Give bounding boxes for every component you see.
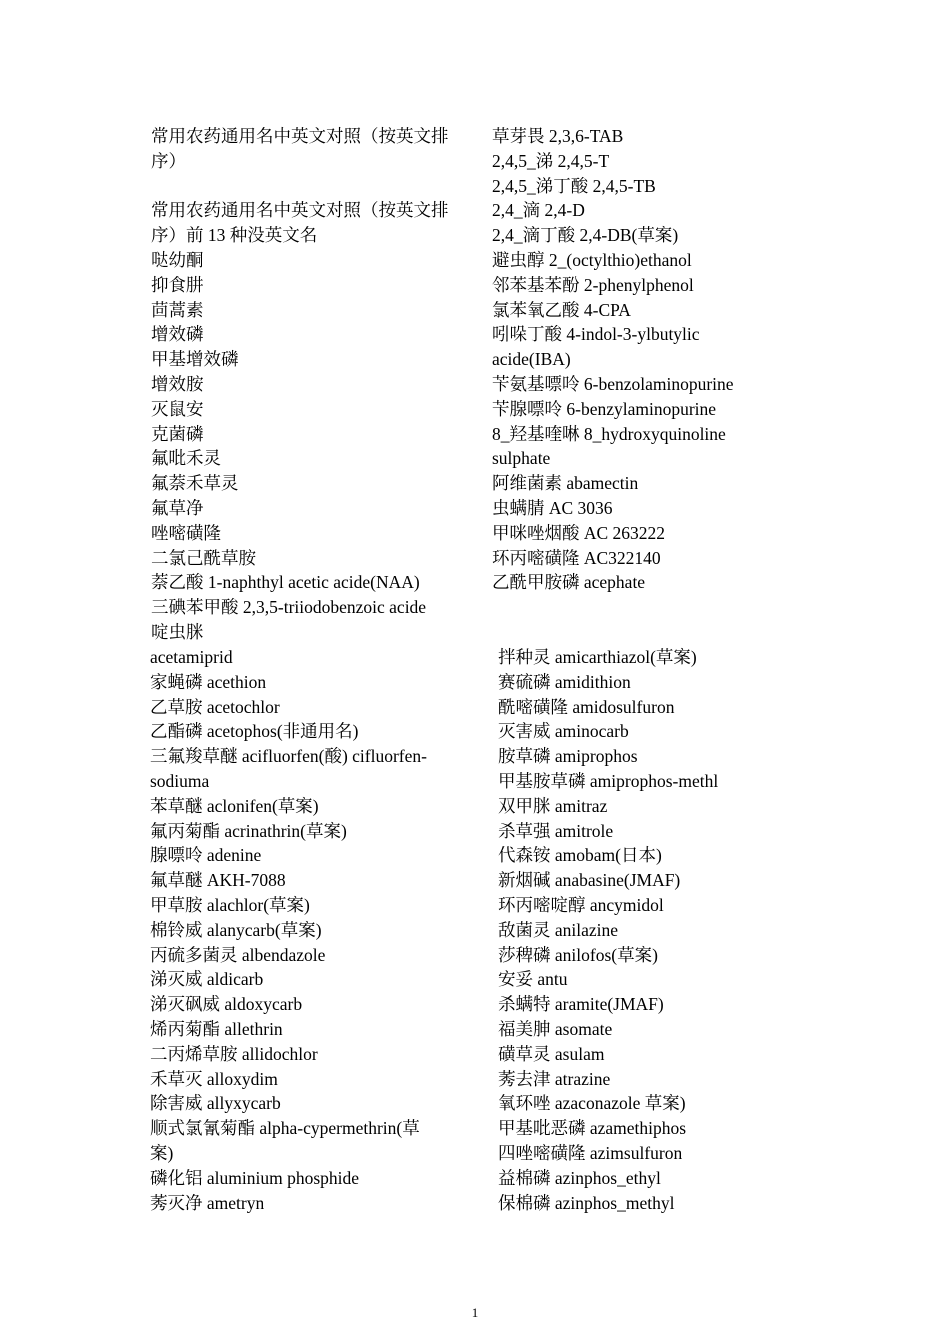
term-line: 除害威 allyxycarb — [150, 1093, 281, 1114]
term-line: 氯苯氧乙酸 4-CPA — [492, 299, 631, 320]
section-heading: 常用农药通用名中英文对照（按英文排序）前 13 种没英文名 — [151, 200, 449, 246]
term-line: 莎稗磷 anilofos(草案) — [498, 944, 658, 965]
page-number: 1 — [471, 1305, 479, 1320]
term-line: 腺嘌呤 adenine — [150, 845, 262, 866]
term-line: 氟萘禾草灵 — [151, 473, 239, 494]
term-line: 苯草醚 aclonifen(草案) — [150, 795, 319, 816]
term-line: acide(IBA) — [492, 349, 571, 370]
term-line: 氧环唑 azaconazole 草案) — [498, 1093, 686, 1114]
term-list — [150, 645, 465, 1215]
term-line: 涕灭威 aldicarb — [150, 969, 264, 990]
term-line: 甲草胺 alachlor(草案) — [150, 894, 310, 915]
term-line: 环丙嘧啶醇 ancymidol — [498, 894, 664, 915]
term-line: 乙草胺 acetochlor — [150, 696, 280, 717]
term-line: 拌种灵 amicarthiazol(草案) — [498, 647, 697, 667]
term-line: 啶虫脒 — [151, 621, 204, 642]
term-line: 增效胺 — [151, 373, 204, 394]
term-line: 三氟羧草醚 acifluorfen(酸) cifluorfen- — [150, 746, 427, 767]
term-line: 莠灭净 ametryn — [150, 1192, 265, 1213]
term-line: 烯丙菊酯 allethrin — [150, 1018, 283, 1039]
bottom-right-column — [498, 645, 798, 1215]
term-line: 顺式氯氰菊酯 alpha-cypermethrin(草 — [150, 1118, 420, 1139]
term-line: sodiuma — [150, 770, 210, 791]
term-line: 福美胂 asomate — [498, 1018, 613, 1039]
term-line: 甲基增效磷 — [151, 349, 239, 370]
term-line: 避虫醇 2_(octylthio)ethanol — [492, 249, 692, 270]
term-line: 胺草磷 amiprophos — [498, 746, 638, 767]
term-line: 2,4,5_涕丁酸 2,4,5-TB — [492, 175, 656, 196]
term-line: 氟丙菊酯 acrinathrin(草案) — [150, 820, 347, 841]
term-line: 杀螨特 aramite(JMAF) — [498, 994, 664, 1015]
term-line: 丙硫多菌灵 albendazole — [150, 944, 326, 965]
term-line: 涕灭砜威 aldoxycarb — [150, 994, 303, 1015]
term-line: 甲基胺草磷 amiprophos-methl — [498, 770, 719, 791]
term-line: 灭害威 aminocarb — [498, 721, 629, 742]
term-line: 甲咪唑烟酸 AC 263222 — [492, 522, 666, 543]
term-line: 新烟碱 anabasine(JMAF) — [498, 870, 681, 891]
term-line: 禾草灭 alloxydim — [150, 1068, 278, 1089]
term-line: 敌菌灵 anilazine — [498, 919, 619, 940]
term-line: 茴蒿素 — [151, 299, 204, 320]
term-line: 保棉磷 azinphos_methyl — [498, 1192, 675, 1213]
term-line: 益棉磷 azinphos_ethyl — [498, 1167, 661, 1188]
term-line: 哒幼酮 — [151, 249, 204, 270]
term-line: 虫螨腈 AC 3036 — [492, 497, 613, 518]
term-line: 克菌磷 — [151, 423, 204, 444]
term-line: 氟草净 — [151, 497, 204, 518]
term-line: 苄腺嘌呤 6-benzylaminopurine — [492, 398, 717, 419]
term-list — [492, 124, 792, 595]
term-line: 二丙烯草胺 allidochlor — [150, 1043, 318, 1064]
term-line: 灭鼠安 — [151, 398, 204, 419]
term-line: 苄氨基嘌呤 6-benzolaminopurine — [492, 373, 734, 394]
term-line: 环丙嘧磺隆 AC322140 — [492, 547, 661, 568]
term-line: 杀草强 amitrole — [498, 820, 614, 841]
term-line: 阿维菌素 abamectin — [492, 473, 639, 494]
term-line: 家蝇磷 acethion — [150, 671, 267, 692]
term-line: 双甲脒 amitraz — [498, 795, 608, 816]
term-line: 案) — [150, 1142, 174, 1163]
document-title: 常用农药通用名中英文对照（按英文排序） — [151, 126, 449, 171]
term-line: 氟草醚 AKH-7088 — [150, 870, 286, 891]
term-line: 唑嘧磺隆 — [151, 522, 221, 543]
spacer — [151, 174, 466, 199]
term-line: 草芽畏 2,3,6-TAB — [492, 126, 624, 146]
term-line: acetamiprid — [150, 647, 233, 667]
term-line: 邻苯基苯酚 2-phenylphenol — [492, 274, 694, 295]
top-left-column — [151, 124, 466, 645]
term-line: 乙酯磷 acetophos(非通用名) — [150, 721, 359, 742]
term-line: 酰嘧磺隆 amidosulfuron — [498, 696, 675, 717]
term-line: 赛硫磷 amidithion — [498, 671, 631, 692]
bottom-left-column — [150, 645, 465, 1215]
term-line: 四唑嘧磺隆 azimsulfuron — [498, 1142, 683, 1163]
term-line: 抑食肼 — [151, 274, 204, 295]
term-line: 2,4_滴 2,4-D — [492, 200, 585, 221]
top-right-column — [492, 124, 792, 595]
term-line: 磺草灵 asulam — [498, 1043, 605, 1064]
term-line: 三碘苯甲酸 2,3,5-triiodobenzoic acide — [151, 597, 427, 618]
term-line: 二氯己酰草胺 — [151, 547, 256, 568]
term-line: 增效磷 — [151, 324, 204, 345]
term-line: 2,4_滴丁酸 2,4-DB(草案) — [492, 225, 679, 246]
term-line: 甲基吡恶磷 azamethiphos — [498, 1118, 687, 1139]
term-line: 吲哚丁酸 4-indol-3-ylbutylic — [492, 324, 700, 345]
term-line: sulphate — [492, 448, 551, 469]
term-line: 8_羟基喹啉 8_hydroxyquinoline — [492, 423, 726, 444]
term-line: 安妥 antu — [498, 969, 568, 990]
term-list — [498, 645, 798, 1215]
term-line: 萘乙酸 1-naphthyl acetic acide(NAA) — [151, 572, 420, 593]
term-line: 莠去津 atrazine — [498, 1068, 611, 1089]
term-line: 氟吡禾灵 — [151, 448, 221, 469]
term-line: 乙酰甲胺磷 acephate — [492, 572, 646, 593]
term-line: 磷化铝 aluminium phosphide — [150, 1167, 360, 1188]
term-line: 棉铃威 alanycarb(草案) — [150, 919, 322, 940]
term-line: 2,4,5_涕 2,4,5-T — [492, 150, 610, 171]
term-list — [151, 248, 466, 645]
term-line: 代森铵 amobam(日本) — [498, 845, 662, 866]
